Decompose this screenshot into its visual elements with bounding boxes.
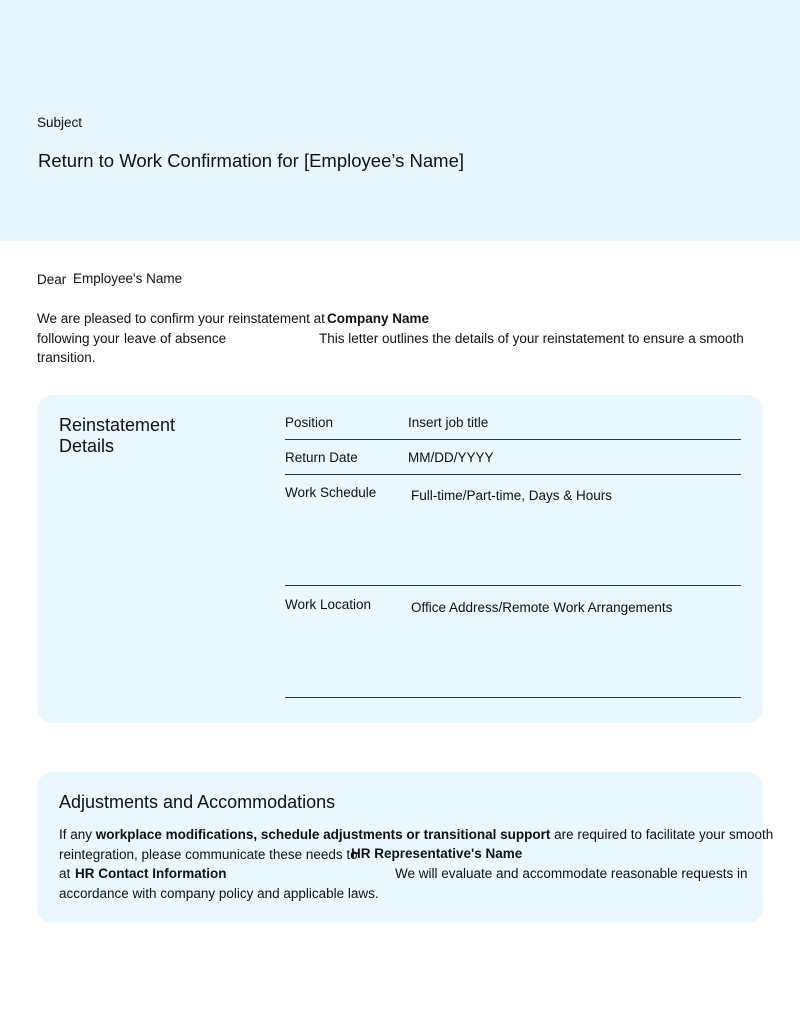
work-location-value: Office Address/Remote Work Arrangements (411, 600, 673, 615)
adjustments-l1b: workplace modifications, schedule adjustments or transitional support (95, 827, 551, 842)
subject-label: Subject (37, 115, 83, 130)
return-date-label: Return Date (285, 450, 358, 465)
intro-leave: leave of absence (124, 331, 227, 346)
work-location-rule (285, 697, 741, 698)
adjustments-l4: accordance with company policy and applicable laws. (59, 886, 379, 901)
intro-text-4: transition. (37, 350, 96, 365)
greeting-dear: Dear (37, 272, 67, 287)
return-date-rule (285, 474, 741, 475)
work-location-label: Work Location (285, 597, 372, 612)
greeting-employee-name: Employee's Name (73, 271, 183, 286)
position-rule (285, 439, 741, 440)
intro-company-name: Company Name (327, 311, 430, 326)
adjustments-l2a: reintegration, please communicate these needs to (59, 847, 358, 862)
work-schedule-rule (285, 585, 741, 586)
adjustments-l1a: If any (59, 827, 93, 842)
intro-text-3: This letter outlines the details of your reinstatement to ensure a smooth (319, 331, 744, 346)
intro-text-1: We are pleased to confirm your reinstatement at (37, 311, 325, 326)
hr-representative-name: HR Representative's Name (351, 846, 523, 861)
return-date-value: MM/DD/YYYY (408, 450, 494, 465)
adjustments-l1c: are required to facilitate your smooth (554, 827, 774, 842)
reinstatement-details-card (37, 395, 763, 723)
adjustments-l3a: at (59, 866, 71, 881)
adjustments-line1 (59, 827, 773, 842)
work-schedule-label: Work Schedule (285, 485, 377, 500)
details-title-line1: Reinstatement (59, 415, 176, 435)
adjustments-l3b: We will evaluate and accommodate reasonable requests in (395, 866, 748, 881)
adjustments-card (37, 772, 774, 923)
hr-contact-information: HR Contact Information (75, 866, 227, 881)
position-value: Insert job title (408, 415, 489, 430)
header-band (0, 0, 800, 241)
work-schedule-value: Full-time/Part-time, Days & Hours (411, 488, 613, 503)
intro-text-2: following your (37, 331, 120, 346)
position-label: Position (285, 415, 334, 430)
details-title-line2: Details (59, 436, 115, 456)
adjustments-title: Adjustments and Accommodations (59, 792, 336, 812)
subject-title: Return to Work Confirmation for [Employee’s Name] (38, 150, 465, 171)
